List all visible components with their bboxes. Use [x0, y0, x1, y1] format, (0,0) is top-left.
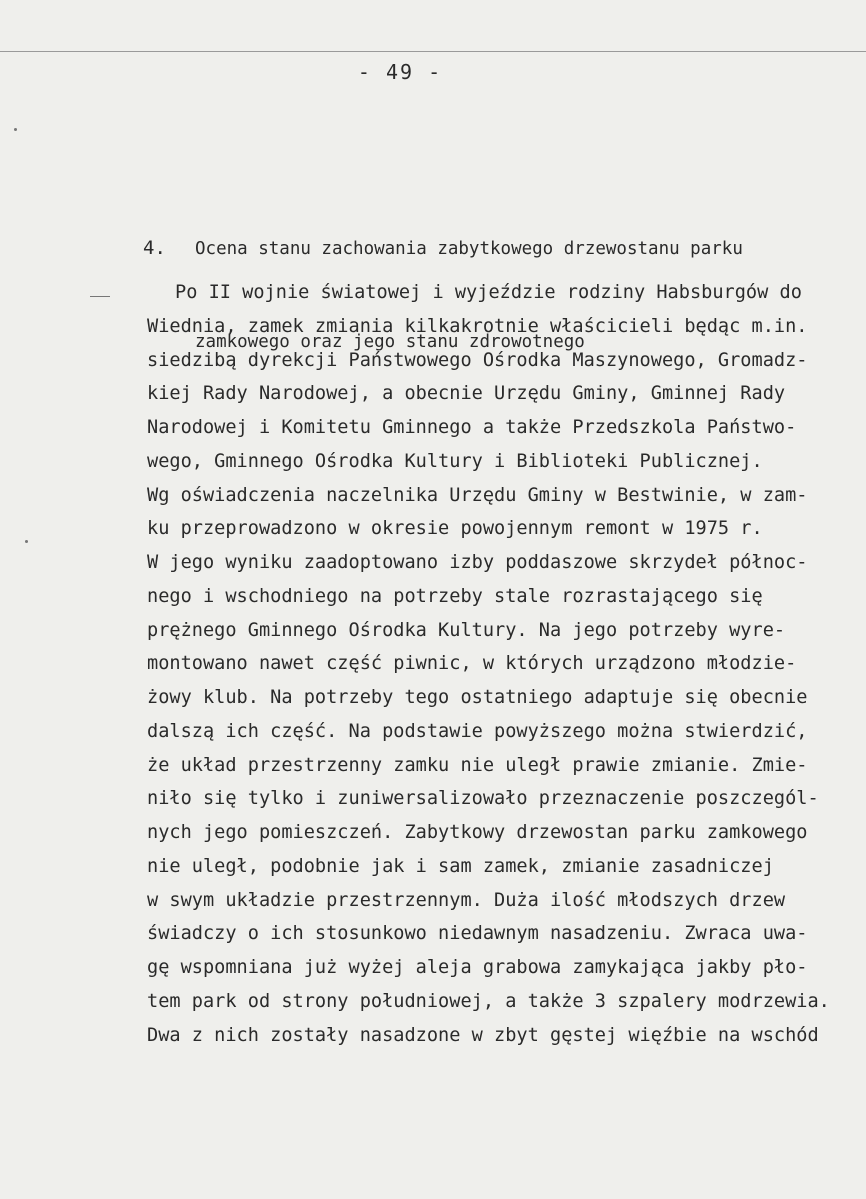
body-line: żowy klub. Na potrzeby tego ostatniego adaptuje się obecnie — [147, 687, 808, 708]
body-paragraph — [147, 276, 830, 1052]
body-line: Narodowej i Komitetu Gminnego a także Przedszkola Państwo- — [147, 417, 797, 438]
body-line: nie uległ, podobnie jak i sam zamek, zmianie zasadniczej — [147, 855, 774, 877]
body-line: Wg oświadczenia naczelnika Urzędu Gminy w Bestwinie, w zam- — [147, 484, 808, 506]
body-line: w swym układzie przestrzennym. Duża ilość młodszych drzew — [147, 889, 786, 911]
body-line: prężnego Gminnego Ośrodka Kultury. Na jego potrzeby wyre- — [147, 619, 786, 641]
body-line: Wiednia, zamek zmiania kilkakrotnie właścicieli będąc m.in. — [147, 315, 808, 337]
body-line: że układ przestrzenny zamku nie uległ prawie zmianie. Zmie- — [147, 754, 808, 776]
scan-mark — [90, 296, 110, 297]
body-line: dalszą ich część. Na podstawie powyższego można stwierdzić, — [147, 720, 808, 742]
body-line: Po II wojnie światowej i wyjeździe rodziny Habsburgów do — [175, 282, 802, 303]
page-number: - 49 - — [357, 60, 443, 84]
body-line: W jego wyniku zaadoptowano izby poddaszowe skrzydeł północ- — [147, 552, 808, 573]
body-line: siedzibą dyrekcji Państwowego Ośrodka Maszynowego, Gromadz- — [147, 349, 808, 371]
body-line: kiej Rady Narodowej, a obecnie Urzędu Gminy, Gminnej Rady — [147, 383, 786, 405]
body-line: ku przeprowadzono w okresie powojennym remont w 1975 r. — [147, 518, 763, 540]
body-line: świadczy o ich stosunkowo niedawnym nasadzeniu. Zwraca uwa- — [147, 923, 808, 945]
body-line: Dwa z nich zostały nasadzone w zbyt gęstej więźbie na wschód — [147, 1024, 819, 1046]
section-title-line: zamkowego oraz jego stanu zdrowotnego — [195, 332, 585, 352]
body-line: wego, Gminnego Ośrodka Kultury i Biblioteki Publicznej. — [147, 450, 763, 472]
body-line: tem park od strony południowej, a także 3 szpalery modrzewia. — [147, 990, 830, 1012]
body-line: niło się tylko i zuniwersalizowało przeznaczenie poszczegól- — [147, 788, 819, 810]
section-title-line: Ocena stanu zachowania zabytkowego drzewostanu parku — [195, 239, 743, 259]
body-line: nych jego pomieszczeń. Zabytkowy drzewostan parku zamkowego — [147, 822, 808, 843]
body-line: gę wspomniana już wyżej aleja grabowa zamykająca jakby pło- — [147, 957, 808, 978]
body-line: montowano nawet część piwnic, w których urządzono młodzie- — [147, 653, 797, 675]
body-line: nego i wschodniego na potrzeby stale rozrastającego się — [147, 585, 763, 607]
page-edge-line — [0, 51, 866, 52]
scan-dot — [14, 128, 17, 131]
scan-dot — [25, 540, 28, 543]
section-number: 4. — [143, 237, 166, 259]
